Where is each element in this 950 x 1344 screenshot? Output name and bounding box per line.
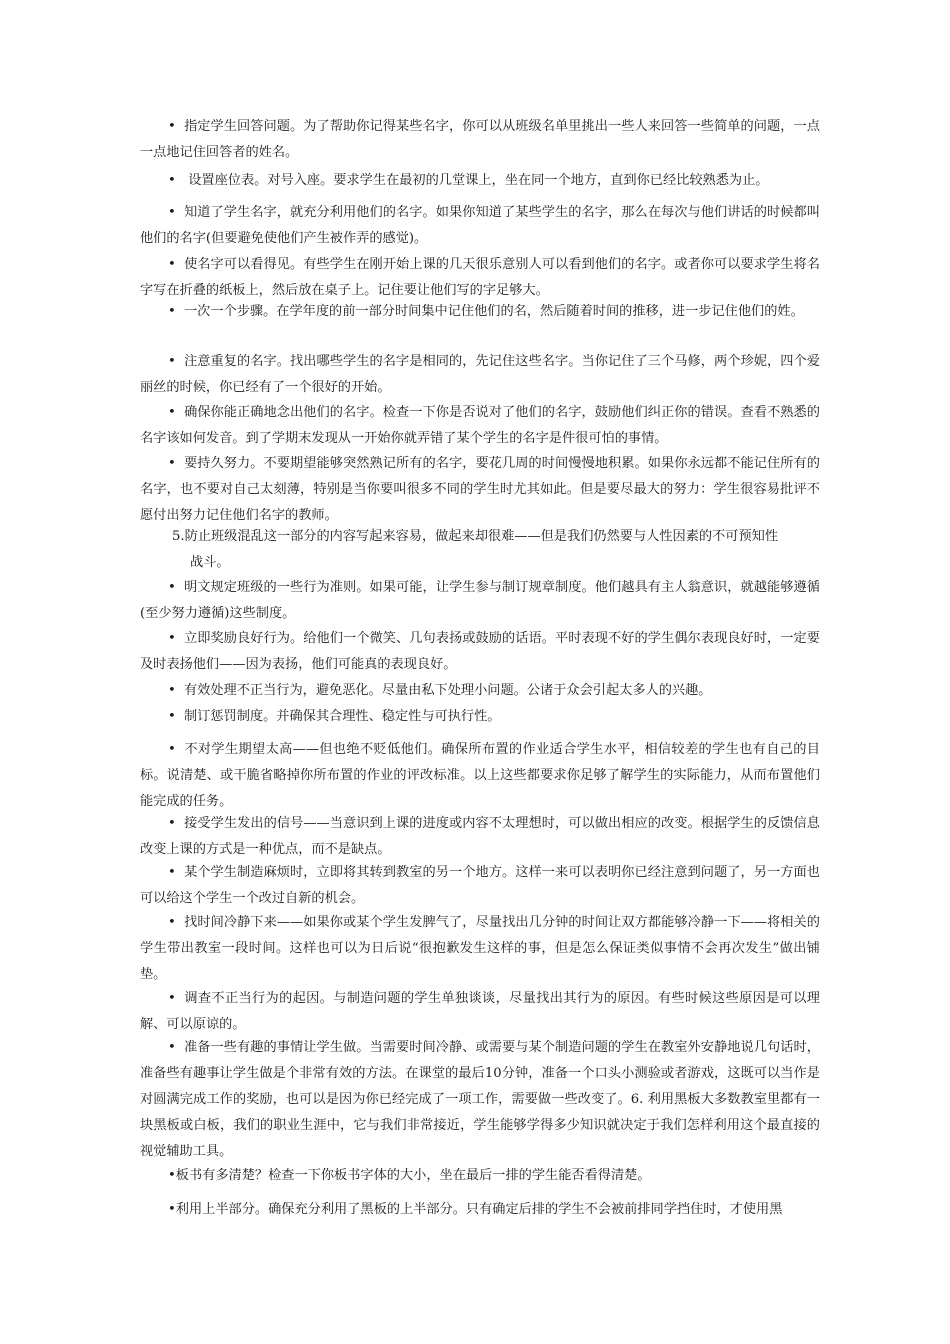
list-item xyxy=(140,678,820,704)
item-text: 一次一个步骤。在学年度的前一部分时间集中记住他们的名，然后随着时间的推移，进一步记住他们的姓。 xyxy=(184,304,804,319)
item-text: 接受学生发出的信号——当意识到上课的进度或内容不太理想时，可以做出相应的改变。根据学生的反馈信息改变上课的方式是一种优点，而不是缺点。 xyxy=(140,816,820,857)
bullet: • xyxy=(168,742,176,757)
list-item xyxy=(140,114,820,166)
list-item xyxy=(140,400,820,452)
list-item xyxy=(140,575,820,627)
item-text: 确保你能正确地念出他们的名字。检查一下你是否说对了他们的名字，鼓励他们纠正你的错误。查看不熟悉的名字该如何发音。到了学期末发现从一开始你就弄错了某个学生的名字是件很可怕的事情。 xyxy=(140,405,820,446)
bullet: • xyxy=(168,304,176,319)
item-text: 立即奖励良好行为。给他们一个微笑、几句表扬或鼓励的话语。平时表现不好的学生偶尔表现良好时，一定要及时表扬他们——因为表扬，他们可能真的表现良好。 xyxy=(140,631,820,672)
list-item xyxy=(140,737,820,815)
item-text: 找时间冷静下来——如果你或某个学生发脾气了，尽量找出几分钟的时间让双方都能够冷静一下——将相关的学生带出教室一段时间。这样也可以为日后说“很抱歉发生这样的事，但是怎么保证类似事情不会再次发生”做出铺垫。 xyxy=(140,915,820,982)
item-text: 准备一些有趣的事情让学生做。当需要时间冷静、或需要与某个制造问题的学生在教室外安静地说几句话时，准备些有趣事让学生做是个非常有效的方法。在课堂的最后10分钟，准备一个口头小测验或者游戏，这既可以当作是对圆满完成工作的奖励，也可以是因为你已经完成了一项工作，需要做一些改变了。6. 利用黑板大多数教室里都有一块黑板或白板，我们的职业生涯中，它与我们非常接近，学生能够学得多少知识就决定于我们怎样利用这个最直接的视觉辅助工具。 xyxy=(140,1040,820,1159)
bullet: • xyxy=(168,709,176,724)
item-text: 明文规定班级的一些行为准则。如果可能，让学生参与制订规章制度。他们越具有主人翁意识，就越能够遵循(至少努力遵循)这些制度。 xyxy=(140,580,820,621)
list-item xyxy=(140,811,820,863)
item-text: 使名字可以看得见。有些学生在刚开始上课的几天很乐意别人可以看到他们的名字。或者你可以要求学生将名字写在折叠的纸板上，然后放在桌子上。记住要让他们写的字足够大。 xyxy=(140,257,820,298)
bullet: • xyxy=(168,119,176,134)
bullet: • xyxy=(168,257,176,272)
list-item xyxy=(140,299,820,325)
bullet: • xyxy=(168,173,176,188)
item-text: 不对学生期望太高——但也绝不贬低他们。确保所布置的作业适合学生水平，相信较差的学生也有自己的目标。说清楚、或干脆省略掉你所布置的作业的评改标准。以上这些都要求你足够了解学生的实际能力，从而布置他们能完成的任务。 xyxy=(140,742,820,809)
item-text: 某个学生制造麻烦时，立即将其转到教室的另一个地方。这样一来可以表明你已经注意到问题了，另一方面也可以给这个学生一个改过自新的机会。 xyxy=(140,865,820,906)
list-item xyxy=(140,451,820,529)
list-item xyxy=(140,860,820,912)
item-text: 要持久努力。不要期望能够突然熟记所有的名字，要花几周的时间慢慢地积累。如果你永远都不能记住所有的名字，也不要对自己太刻薄，特别是当你要叫很多不同的学生时尤其如此。但是要尽最大的努力：学生很容易批评不愿付出努力记住他们名字的教师。 xyxy=(140,456,820,523)
list-item xyxy=(140,986,820,1038)
item-text: 设置座位表。对号入座。要求学生在最初的几堂课上，坐在同一个地方，直到你已经比较熟悉为止。 xyxy=(184,173,769,188)
list-item xyxy=(140,626,820,678)
list-item xyxy=(140,1035,820,1165)
list-item xyxy=(140,704,820,730)
item-text: 注意重复的名字。找出哪些学生的名字是相同的，先记住这些名字。当你记住了三个马修，两个珍妮，四个爱丽丝的时候，你已经有了一个很好的开始。 xyxy=(140,354,820,395)
bullet: • xyxy=(168,354,176,369)
bullet: • xyxy=(168,205,176,220)
bullet: • xyxy=(168,865,176,880)
bullet: • xyxy=(168,991,176,1006)
list-item xyxy=(140,168,820,194)
bullet: • xyxy=(168,1040,176,1055)
section-heading xyxy=(172,524,832,576)
section-heading-line: 5.防止班级混乱这一部分的内容写起来容易，做起来却很难——但是我们仍然要与人性因素的不可预知性 xyxy=(172,529,779,544)
item-text: 制订惩罚制度。并确保其合理性、稳定性与可执行性。 xyxy=(184,709,501,724)
item-text: 调查不正当行为的起因。与制造问题的学生单独谈谈，尽量找出其行为的原因。有些时候这些原因是可以理解、可以原谅的。 xyxy=(140,991,820,1032)
item-text: 知道了学生名字，就充分利用他们的名字。如果你知道了某些学生的名字，那么在每次与他们讲话的时候都叫他们的名字(但要避免使他们产生被作弄的感觉)。 xyxy=(140,205,820,246)
list-item xyxy=(140,910,820,988)
section-heading-line: 战斗。 xyxy=(190,555,230,570)
bullet: • xyxy=(168,456,176,471)
bullet: • xyxy=(168,915,176,930)
list-item xyxy=(140,252,820,304)
board-tip: •板书有多清楚？检查一下你板书字体的大小，坐在最后一排的学生能否看得清楚。 xyxy=(168,1168,651,1183)
bullet: • xyxy=(168,631,176,646)
bullet: • xyxy=(168,816,176,831)
bullet: • xyxy=(168,580,176,595)
bullet: • xyxy=(168,683,176,698)
list-item xyxy=(140,200,820,252)
bullet: • xyxy=(168,405,176,420)
item-text: 有效处理不正当行为，避免恶化。尽量由私下处理小问题。公诸于众会引起太多人的兴趣。 xyxy=(184,683,712,698)
list-item xyxy=(140,349,820,401)
item-text: 指定学生回答问题。为了帮助你记得某些名字，你可以从班级名单里挑出一些人来回答一些简单的问题，一点一点地记住回答者的姓名。 xyxy=(140,119,820,160)
board-tip: •利用上半部分。确保充分利用了黑板的上半部分。只有确定后排的学生不会被前排同学挡住时，才使用黑 xyxy=(168,1202,783,1217)
